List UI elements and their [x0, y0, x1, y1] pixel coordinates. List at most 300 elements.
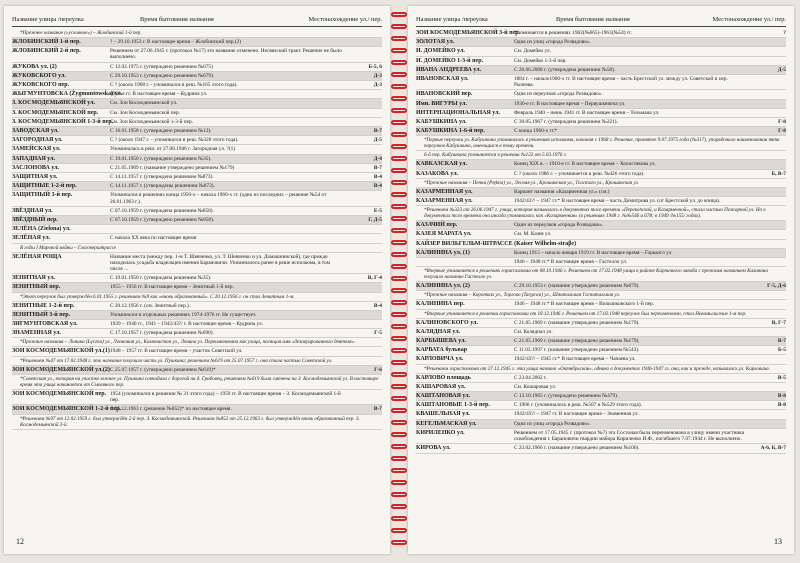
- street-name: ЗАПАДНАЯ ул.: [12, 155, 56, 162]
- map-location: В-5: [777, 374, 786, 381]
- street-name: КАЗАЧИЙ пер.: [416, 222, 458, 229]
- footnote: *Решением №47 от 17.02.1948 г. это название получила часть ул. Пушкина; решением №619 от 25.07.1957 г. она стала частью Советской ул.: [12, 357, 382, 366]
- naming-period: С ? (около 1968 г. - упоминался в реш. №165 этого года).: [110, 82, 238, 89]
- binding-ring: [391, 132, 407, 137]
- street-row: [416, 401, 786, 410]
- street-name: КАЛЯДНАЯ ул.: [416, 328, 461, 335]
- col-name-heading: Название улицы /переулка: [416, 16, 488, 23]
- naming-period: Упоминается в решениях 1962(№665)-1963(№54) гг.: [514, 30, 632, 36]
- map-location: В-7: [373, 164, 382, 171]
- naming-period: С 12.02.1975 г. (утверждено решением №675): [110, 63, 213, 70]
- street-name: ЖЛОБИНСКИЙ 1-й пер.: [12, 39, 81, 45]
- naming-period: С 16.01.1958 г. (утверждено решением №13).: [110, 128, 212, 135]
- column-header: [12, 14, 382, 27]
- street-name: КАШТАНОВЫЕ 1-3-й пер.: [416, 402, 490, 409]
- street-row: [12, 99, 382, 108]
- binding-ring: [391, 264, 407, 269]
- street-name: КИРОВА ул.: [416, 445, 451, 452]
- binding-ring: [391, 72, 407, 77]
- street-row: [12, 320, 382, 329]
- naming-period: См. Зои Космодемьянской ул.: [110, 100, 178, 107]
- street-name: КАЗАРМЕННАЯ ул.: [416, 188, 473, 195]
- street-name: КАРЛОВИЧА ул.: [416, 356, 464, 363]
- street-name: КАБУШКИНА ул.: [416, 119, 467, 126]
- street-row: [416, 57, 786, 66]
- street-name: ИВАНОВСКИЙ пер.: [416, 91, 473, 98]
- street-row: [12, 283, 382, 292]
- street-name: ЗОИ КОСМОДЕМЬЯНСКОЙ пер.: [12, 390, 107, 397]
- naming-period: См. Кошаровая ул.: [514, 383, 557, 390]
- naming-period: С 11.03.1997 г. (название утверждено решением №543).: [514, 347, 640, 354]
- street-name: КВАШЕЛЬНАЯ ул.: [416, 411, 470, 418]
- street-name: ЗАЩИТНАЯ ул.: [12, 174, 58, 181]
- page-number: 12: [16, 537, 24, 546]
- street-row: [12, 164, 382, 173]
- footnote: *Решением №323 от 26.06.1947 г. улица, которая называлась в документах того времени «Перекопской, и Казарменной», стала частью Пожарной ул. Но в документах того времени она иногда упоминалась как «Казарменная» (в решениях 1948 г. №№546 и 678; в 1949 /№155/ годах).: [416, 206, 786, 221]
- col-period-heading: Время бытования названия: [140, 16, 214, 23]
- naming-period: См. М. Казея ул.: [514, 231, 552, 238]
- street-row: [12, 311, 382, 320]
- binding-ring: [391, 540, 407, 545]
- naming-period: Одна из улиц «города Розвадово».: [514, 39, 591, 46]
- binding-ring: [391, 84, 407, 89]
- street-row: [416, 258, 786, 267]
- naming-period: С 29.10.1953 г. (название утверждено решением №679).: [514, 283, 640, 290]
- naming-period: См. Зои Космодемьянской пер.: [110, 109, 180, 116]
- binding-ring: [391, 288, 407, 293]
- street-name: ЗЕНИТНЫЙ пер.: [12, 284, 61, 291]
- street-row: [416, 100, 786, 109]
- map-location: В-7: [373, 406, 382, 413]
- map-location: ?: [783, 30, 786, 36]
- street-name: КАЗЕЯ МАРАТА ул.: [416, 231, 472, 238]
- binding-ring: [391, 504, 407, 509]
- street-name: ЗЕНИТНЫЕ 1-2-й пер.: [12, 302, 75, 309]
- map-location: Г-6: [374, 366, 382, 373]
- binding-ring: [391, 12, 407, 17]
- street-name: ИНТЕРНАЦИОНАЛЬНАЯ ул.: [416, 109, 500, 116]
- street-row: [12, 329, 382, 338]
- street-row: [416, 90, 786, 99]
- naming-period: Конец XIX в. – 1910-е гг. В настоящее время – Холостякова ул.: [514, 161, 656, 168]
- street-row: [416, 383, 786, 392]
- binding-ring: [391, 516, 407, 521]
- naming-period: Конец 1915 – начало января 1919 гг. В настоящее время – Горького ул.: [514, 249, 673, 256]
- binding-ring: [391, 468, 407, 473]
- naming-period: 1930-е гг. В настоящее время – Первушкевича ул.: [514, 100, 626, 107]
- street-name: ЗВЁЗДНАЯ ул.: [12, 207, 53, 214]
- street-row: [416, 374, 786, 383]
- footnote: *Решением №97 от 12.02.1959 г. был утверждён 2-й пер. З. Космодемьянской. Решением №852 от 25.12.1963 г. был утверждён вновь образованный пер. З. Космодемьянской 3-й.: [12, 415, 382, 430]
- street-row: [416, 319, 786, 328]
- street-row: [416, 230, 786, 239]
- naming-period: Название места (между пер. 1-м Т. Шевченко, ул. Т. Шевченко и ул. Домашнинской), где прежде находилась усадьба владельцев имения Барановичи. Упоминалось ранее в реше исполкома, в том числе ...: [110, 253, 330, 273]
- street-name: ЗЕНИТНЫЙ 3-й пер.: [12, 311, 71, 318]
- street-row: [12, 274, 382, 283]
- street-row: [416, 392, 786, 401]
- street-row: [416, 429, 786, 444]
- street-row: [12, 207, 382, 216]
- street-name: З. КОСМОДЕМЬЯНСКОЙ пер.: [12, 109, 99, 116]
- naming-period: См. Зои Космодемьянской 1-3-й пер.: [110, 118, 193, 125]
- street-row: [12, 191, 382, 206]
- binding-ring: [391, 300, 407, 305]
- binding-ring: [391, 180, 407, 185]
- street-row: [416, 420, 786, 429]
- map-location: В-7: [777, 338, 786, 345]
- street-name: ЗОИ КОСМОДЕМЬЯНСКОЙ 1-2-й пер.: [12, 406, 122, 413]
- map-location: Б, В-7: [771, 170, 786, 177]
- naming-period: С 17.10.1957 г. (утверждена решением №690).: [110, 330, 214, 337]
- street-row: [416, 328, 786, 337]
- col-location-heading: Местонахождение ул./ пер.: [308, 16, 382, 23]
- naming-period: 1939 – 1940 гг., 1941 – 1942/43?/ г. В настоящее время – Кудрина ул.: [110, 321, 263, 328]
- footnote: В годы I Мировой войны – Глоговерштрассе: [12, 244, 382, 253]
- street-row: [416, 337, 786, 346]
- street-row: [416, 300, 786, 309]
- street-row: [416, 118, 786, 127]
- binding-ring: [391, 24, 407, 29]
- naming-period: Одна из переулков «города Розвадово».: [514, 91, 603, 98]
- spiral-binding: [390, 6, 408, 554]
- binding-ring: [391, 156, 407, 161]
- street-name: Ими. ВИГУРЫ ул.: [416, 100, 467, 107]
- binding-ring: [391, 216, 407, 221]
- binding-ring: [391, 324, 407, 329]
- binding-ring: [391, 528, 407, 533]
- naming-period: С начала XX века по настоящее время: [110, 235, 197, 242]
- map-location: В, Г-4: [367, 275, 382, 282]
- naming-period: Один из переулков «города Розвадово».: [514, 222, 604, 229]
- footnote: *Советская ул., которая на участке южнее ул. Пушкина совпадала с дорогой на д. Грабовец, решением №619 была сменена на З. Космодемьянской ул. В настоящее время эта улица начинается от Смоляного пер.: [12, 375, 382, 390]
- naming-period: 1942/43?/ – 1945 гг.* В настоящее время – Чапаева ул.: [514, 356, 636, 363]
- footnote: 6-й пер. Кабушкина упоминается в решении №122 от 5.03.1976 г.: [416, 151, 786, 160]
- naming-period: С 29.10.1953 г. (утверждено решением №679).: [110, 72, 215, 79]
- street-row: [12, 155, 382, 164]
- page-number: 13: [774, 537, 782, 546]
- naming-period: 1884 г. – начало1900-х гг. В настоящее время – часть Брестской ул. между ул. Советской и пер. Рылеева.: [514, 76, 728, 89]
- street-row: [12, 136, 382, 145]
- street-row: [416, 346, 786, 355]
- footnote: *Прежние названия – Лонина (Łęczna) ул., Лоничная ул., Каменистая ул., Ленина ул. Переименована как улица, носящая имя «дезавуированного деятеля».: [12, 338, 382, 347]
- map-location: Д-4: [373, 155, 382, 162]
- street-row: [416, 160, 786, 169]
- street-name: ЗАСЛОНОВА ул.: [12, 164, 60, 171]
- naming-period: 1946 – 1948 гг.* В настоящее время – Вильчиковского 1-й пер.: [514, 301, 655, 308]
- binding-ring: [391, 276, 407, 281]
- street-row: [12, 81, 382, 90]
- naming-period: Одна из улиц «города Розвадово».: [514, 420, 591, 427]
- street-name: ЗЕЛЁНА (Zielona) ул.: [12, 226, 71, 233]
- map-location: Е-5: [373, 207, 382, 214]
- street-row: [416, 188, 786, 197]
- naming-period: С конца 1960-х гг.*: [514, 128, 558, 135]
- street-name: КАЙЗЕР ВИЛЬГЕЛЬМ-ШТРАССЕ (Kaiser Wilhelm-straβe): [416, 240, 577, 247]
- naming-period: С 26.06.2008 г. (утверждена решением №58).: [514, 66, 616, 73]
- street-name: ЗАГОРОДНАЯ ул.: [12, 137, 63, 144]
- street-name: З. КОСМОДЕМЬЯНСКОЙ 1-3-й пер.: [12, 118, 114, 125]
- naming-period: С 21.05.1969 г. (название утверждено решением №179): [110, 164, 235, 171]
- street-name: КАШТАНОВАЯ ул.: [416, 393, 471, 400]
- street-row: [12, 390, 382, 405]
- naming-period: С 1966 г. (упоминалось в реш. №507 и №529 этого года).: [514, 402, 642, 409]
- naming-period: Упоминалась в реш. от 27.06.1946 г. Загородная ул. ?(1): [110, 146, 236, 153]
- naming-period: С 14.11.1957 г. (утверждены решением №873).: [110, 183, 215, 190]
- col-period-heading: Время бытования названия: [556, 16, 630, 23]
- street-name: КЕГЕЛЬМАСКАЯ ул.: [416, 420, 477, 427]
- street-name: КАЗАКОВА ул.: [416, 170, 459, 177]
- right-page: [408, 6, 794, 554]
- naming-period: См. Домейко 1-3-й пер.: [514, 57, 567, 64]
- binding-ring: [391, 48, 407, 53]
- street-name: ИВАНОВСКАЯ ул.: [416, 76, 469, 83]
- naming-period: 1942/43?/ – 1947 гг.* В настоящее время – часть Димитрова ул. (от Брестской ул. до конца).: [514, 198, 721, 205]
- map-location: Д-3: [373, 82, 382, 89]
- street-name: КАРВАТА бульвар: [416, 347, 468, 354]
- binding-ring: [391, 60, 407, 65]
- left-page: [4, 6, 390, 554]
- naming-period: С 25.12.1963 г. (решение №852)* по настоящее время.: [110, 406, 232, 413]
- naming-period: См. Коляднал ул.: [514, 328, 553, 335]
- map-location: Д-5: [777, 66, 786, 73]
- binding-ring: [391, 240, 407, 245]
- naming-period: С 19.01.1950 г. (утверждена решением №35).: [110, 275, 212, 282]
- street-name: КАЛИНИНА ул. (2): [416, 283, 470, 290]
- map-location: В-4: [373, 302, 382, 309]
- binding-ring: [391, 456, 407, 461]
- naming-period: 1930-е гг. В настоящее время – Кудрина ул.: [110, 91, 208, 98]
- naming-period: 1948 – 1957 гг. В настоящее время – участок Советской ул.: [110, 348, 243, 355]
- street-name: ЗЕЛЁНАЯ ул.: [12, 235, 51, 242]
- street-name: ЗОЛОТАЯ ул.: [416, 39, 455, 46]
- street-row: [416, 38, 786, 47]
- street-name: И. ДОМЕЙКО 1-3-й пер.: [416, 57, 484, 64]
- naming-period: Упоминался в отдельных решениях 1974-1976 гг. Не существует.: [110, 311, 257, 318]
- street-name: ЖУКОВСКОГО пер.: [12, 82, 70, 89]
- naming-period: С 07.10.1959 г. (утверждено решением №858).: [110, 217, 215, 224]
- map-location: Г-8: [778, 128, 786, 135]
- map-location: А-6, Б, В-7: [760, 445, 786, 452]
- naming-period: С 20.12.1956 г. (см. Зенитный пер.).: [110, 302, 191, 309]
- naming-period: С ? (около 1947 г. – упоминался в реш. №328 этого года).: [110, 137, 239, 144]
- map-location: Б-5: [777, 347, 786, 354]
- binding-ring: [391, 144, 407, 149]
- binding-ring: [391, 444, 407, 449]
- street-row: [12, 72, 382, 81]
- naming-period: 1955 – 1956 гг. В настоящее время – Зенитный 1-й пер.: [110, 284, 234, 291]
- street-row: [12, 118, 382, 127]
- footnote: *Решением горисполкома от 27.12.1945 г. эта улица названа «Октябрьская», однако в документах 1946-1947 гг. она, как и прежде, называлась ул. Карловича.: [416, 365, 786, 374]
- street-row: [12, 63, 382, 72]
- street-name: ЖУКОВА ул. (2): [12, 63, 57, 70]
- naming-period: Упоминался в решениях конца 1950-х – начала 1960-х гг. (одно из последних – решение №54 от 26.01.1963 г.).: [110, 192, 327, 205]
- street-name: ЖЛОБИНСКИЙ 2-й пер.: [12, 48, 81, 55]
- street-name: ЗАЩИТНЫЙ 3-й пер.: [12, 192, 73, 199]
- map-location: В-8: [777, 393, 786, 400]
- naming-period: Февраль 1940 – июнь 1941 гг. В настоящее время – Тельмана ул.: [514, 109, 660, 116]
- street-row: [12, 182, 382, 191]
- map-location: Г-5, Д-6: [767, 283, 786, 290]
- binding-ring: [391, 408, 407, 413]
- binding-ring: [391, 396, 407, 401]
- binding-ring: [391, 252, 407, 257]
- naming-period: С 25.07.1957 г. (утверждено решением №619)*: [110, 366, 216, 373]
- street-name: ЗОИ КОСМОДЕМЬЯНСКОЙ 3-й пер.: [416, 30, 521, 36]
- street-name: КАШАРОВАЯ ул.: [416, 383, 466, 390]
- footnote: *Прежнее название («условное») – Жлобинский 1-й пер.: [12, 29, 382, 38]
- naming-period: С 19.01.1950 г. (утверждено решением №35).: [110, 155, 212, 162]
- naming-period: С 07.10.1959 г. (утверждена решением №858).: [110, 207, 214, 214]
- binding-ring: [391, 420, 407, 425]
- street-row: [416, 75, 786, 90]
- street-row: [416, 66, 786, 75]
- map-location: Д-5: [373, 137, 382, 144]
- street-row: [12, 127, 382, 136]
- naming-period: См. Домейко ул.: [514, 48, 551, 55]
- binding-ring: [391, 480, 407, 485]
- binding-ring: [391, 372, 407, 377]
- naming-period: 1954 (упоминался в решении № 31 этого года) – 1959 гг. В настоящее время – З. Космодемьянской 1-й пер.: [110, 390, 341, 404]
- naming-period: С ? (около 1986 г. – упоминается в реш. №426 этого года).: [514, 170, 645, 177]
- street-name: ЗНАМЕННАЯ ул.: [12, 330, 62, 337]
- map-location: В-7: [373, 128, 382, 135]
- binding-ring: [391, 360, 407, 365]
- naming-period: 1942/43?/ – 1947 гг. В настоящее время – Знаменная ул.: [514, 411, 639, 418]
- binding-ring: [391, 204, 407, 209]
- street-name: КАЛИНИНА ул. (1): [416, 249, 470, 256]
- street-row: [12, 253, 382, 275]
- binding-ring: [391, 108, 407, 113]
- street-row: [12, 234, 382, 243]
- street-list: [416, 29, 786, 528]
- street-name: ИВАНА АНДРЕЕВА ул.: [416, 66, 482, 73]
- naming-period: С 30.05.1967 г. (утверждена решением №221).: [514, 119, 618, 126]
- street-name: КАЗАРМЕННАЯ ул.: [416, 198, 473, 205]
- footnote: *Прежние названия – Пенна (Piękna) ул., Лесная ул., Крошинская ул., Толстого ул., Крошинская ул.: [416, 179, 786, 188]
- footnote: *Прежние названия – Коротках ул., Торгово (Targowa) ул., Шпитальная Госпитальная ул.: [416, 291, 786, 300]
- street-row: [12, 173, 382, 182]
- naming-period: Решением от 27.06.1945 г. (протокол №17) это название отменено. Несвязский тракт. Решение не было выполнено.: [110, 48, 342, 61]
- street-row: [416, 221, 786, 230]
- binding-ring: [391, 168, 407, 173]
- column-header: [416, 14, 786, 27]
- binding-ring: [391, 432, 407, 437]
- map-location: В, Г-7: [771, 319, 786, 326]
- binding-ring: [391, 312, 407, 317]
- naming-period: С 23.02.1966 г. (название утверждено решением №106).: [514, 445, 640, 452]
- street-name: ЗЕЛЁНАЯ РОЩА: [12, 253, 62, 260]
- street-row: [416, 29, 786, 38]
- binding-ring: [391, 492, 407, 497]
- street-row: [12, 216, 382, 225]
- street-list: [12, 29, 382, 528]
- naming-period: 1946 – 1948 гг.* В настоящее время – Гастелло ул.: [514, 259, 628, 266]
- street-name: ЗАВОДСКАЯ ул.: [12, 128, 59, 135]
- street-name: КИРИЛЕНКО ул.: [416, 429, 465, 436]
- binding-ring: [391, 228, 407, 233]
- map-location: Б-5, 6: [368, 63, 382, 70]
- street-row: [12, 38, 382, 47]
- map-location: Д-3: [373, 72, 382, 79]
- naming-period: Вариант названия «Казарменная ул.» (см.): [514, 188, 610, 195]
- binding-ring: [391, 384, 407, 389]
- street-row: [12, 366, 382, 375]
- footnote: *Впервые упоминается в решениях горисполкома от 08.10.1946 г. Решением от 17.02.1948 улица в районе Кирпичного завода с прежним названием Калинина получила название Гастелло ул.: [416, 267, 786, 282]
- street-row: [416, 355, 786, 364]
- street-name: ЗЕНИТНАЯ ул.: [12, 275, 56, 282]
- street-row: [416, 410, 786, 419]
- street-row: [12, 145, 382, 154]
- map-location: Г-5: [374, 330, 382, 337]
- binding-ring: [391, 336, 407, 341]
- street-name: И. ДОМЕЙКО ул.: [416, 48, 465, 55]
- street-row: [416, 240, 786, 249]
- map-location: В-4: [373, 174, 382, 181]
- street-name: ЗОИ КОСМОДЕМЬЯНСКОЙ ул.(2): [12, 366, 110, 373]
- street-name: ЗАМЕЙСКАЯ ул.: [12, 146, 61, 153]
- street-name: З. КОСМОДЕМЬЯНСКОЙ ул.: [12, 100, 95, 107]
- street-row: [12, 90, 382, 99]
- street-name: КАРЛОВО площадь: [416, 374, 471, 381]
- street-row: [416, 282, 786, 291]
- map-location: Г, Д-5: [368, 217, 382, 224]
- street-name: ЖУКОВСКОГО ул.: [12, 72, 66, 79]
- binding-ring: [391, 348, 407, 353]
- binding-ring: [391, 192, 407, 197]
- street-row: [416, 444, 786, 453]
- col-name-heading: Название улицы /переулка: [12, 16, 84, 23]
- street-row: [416, 109, 786, 118]
- street-name: ЗАЩИТНЫЕ 1-2-й пер.: [12, 183, 77, 190]
- map-location: Г-8: [778, 119, 786, 126]
- naming-period: ? – 29.10.1953 г. В настоящее время – Жлобинский пер.(2): [110, 39, 241, 45]
- street-name: ЗИГМУНТОВСКАЯ ул.: [12, 321, 78, 328]
- street-row: [416, 170, 786, 179]
- street-row: [12, 347, 382, 356]
- binding-ring: [391, 36, 407, 41]
- col-location-heading: Местонахождение ул./ пер.: [712, 16, 786, 23]
- naming-period: С 13.10.1965 г. (утверждено решением №479).: [514, 393, 619, 400]
- footnote: *Этот переулок был утверждён 6.01.1955 г. решением №9 как «вновь образованный». С 20.12.1956 г. он стал Зенитным 1-м.: [12, 293, 382, 302]
- naming-period: С 14.11.1957 г. (утверждена решением №873).: [110, 174, 214, 181]
- street-row: [12, 109, 382, 118]
- street-row: [416, 47, 786, 56]
- naming-period: С 23.04.2002 г.: [514, 374, 547, 381]
- street-row: [12, 302, 382, 311]
- street-name: КАБУШКИНА 1-6-й пер.: [416, 128, 485, 135]
- naming-period: С 21.05.1969 г. (название утверждено решением №179).: [514, 319, 640, 326]
- footnote: *Первые переулки ул. Кабушкина упоминались в решениях исполкома, начиная с 1968 г. Решение, принятое 9.07.1975 года (№317), упорядочило наименования пяти переулков Кабушкина, имеющихся к тому времени.: [416, 136, 786, 151]
- street-name: КАВКАЗСКАЯ ул.: [416, 161, 467, 168]
- street-name: ЗОИ КОСМОДЕМЬЯНСКОЙ ул.(1): [12, 348, 110, 355]
- binding-ring: [391, 120, 407, 125]
- street-row: [12, 225, 382, 234]
- street-row: [416, 197, 786, 206]
- street-name: КАЛИНИНА пер.: [416, 301, 465, 308]
- naming-period: Решением от 17.05.1945 г. (протокол №7) эта Состоная была переименована в улицу имени участника освобождения г. Барановичи гвардии майора Кириленко И.Ф., погибшего 7.07.1944 г. Не выполнено.: [514, 429, 745, 443]
- street-row: [416, 249, 786, 258]
- street-row: [12, 405, 382, 414]
- naming-period: С 21.05.1969 г. (название утверждено решением №179).: [514, 338, 640, 345]
- map-location: В-8: [777, 402, 786, 409]
- street-row: [12, 47, 382, 62]
- map-location: В-4: [373, 183, 382, 190]
- footnote: *Впервые упоминается в решении горисполкома от 18.12.1946 г. Решением от 17.02.1948 переулок был переименован, стал Новомыльским 1-м пер.: [416, 310, 786, 319]
- street-row: [416, 127, 786, 136]
- street-name: КАЛИНОВСКОГО ул.: [416, 319, 478, 326]
- street-name: КАРБЫШЕВА ул.: [416, 338, 466, 345]
- binding-ring: [391, 96, 407, 101]
